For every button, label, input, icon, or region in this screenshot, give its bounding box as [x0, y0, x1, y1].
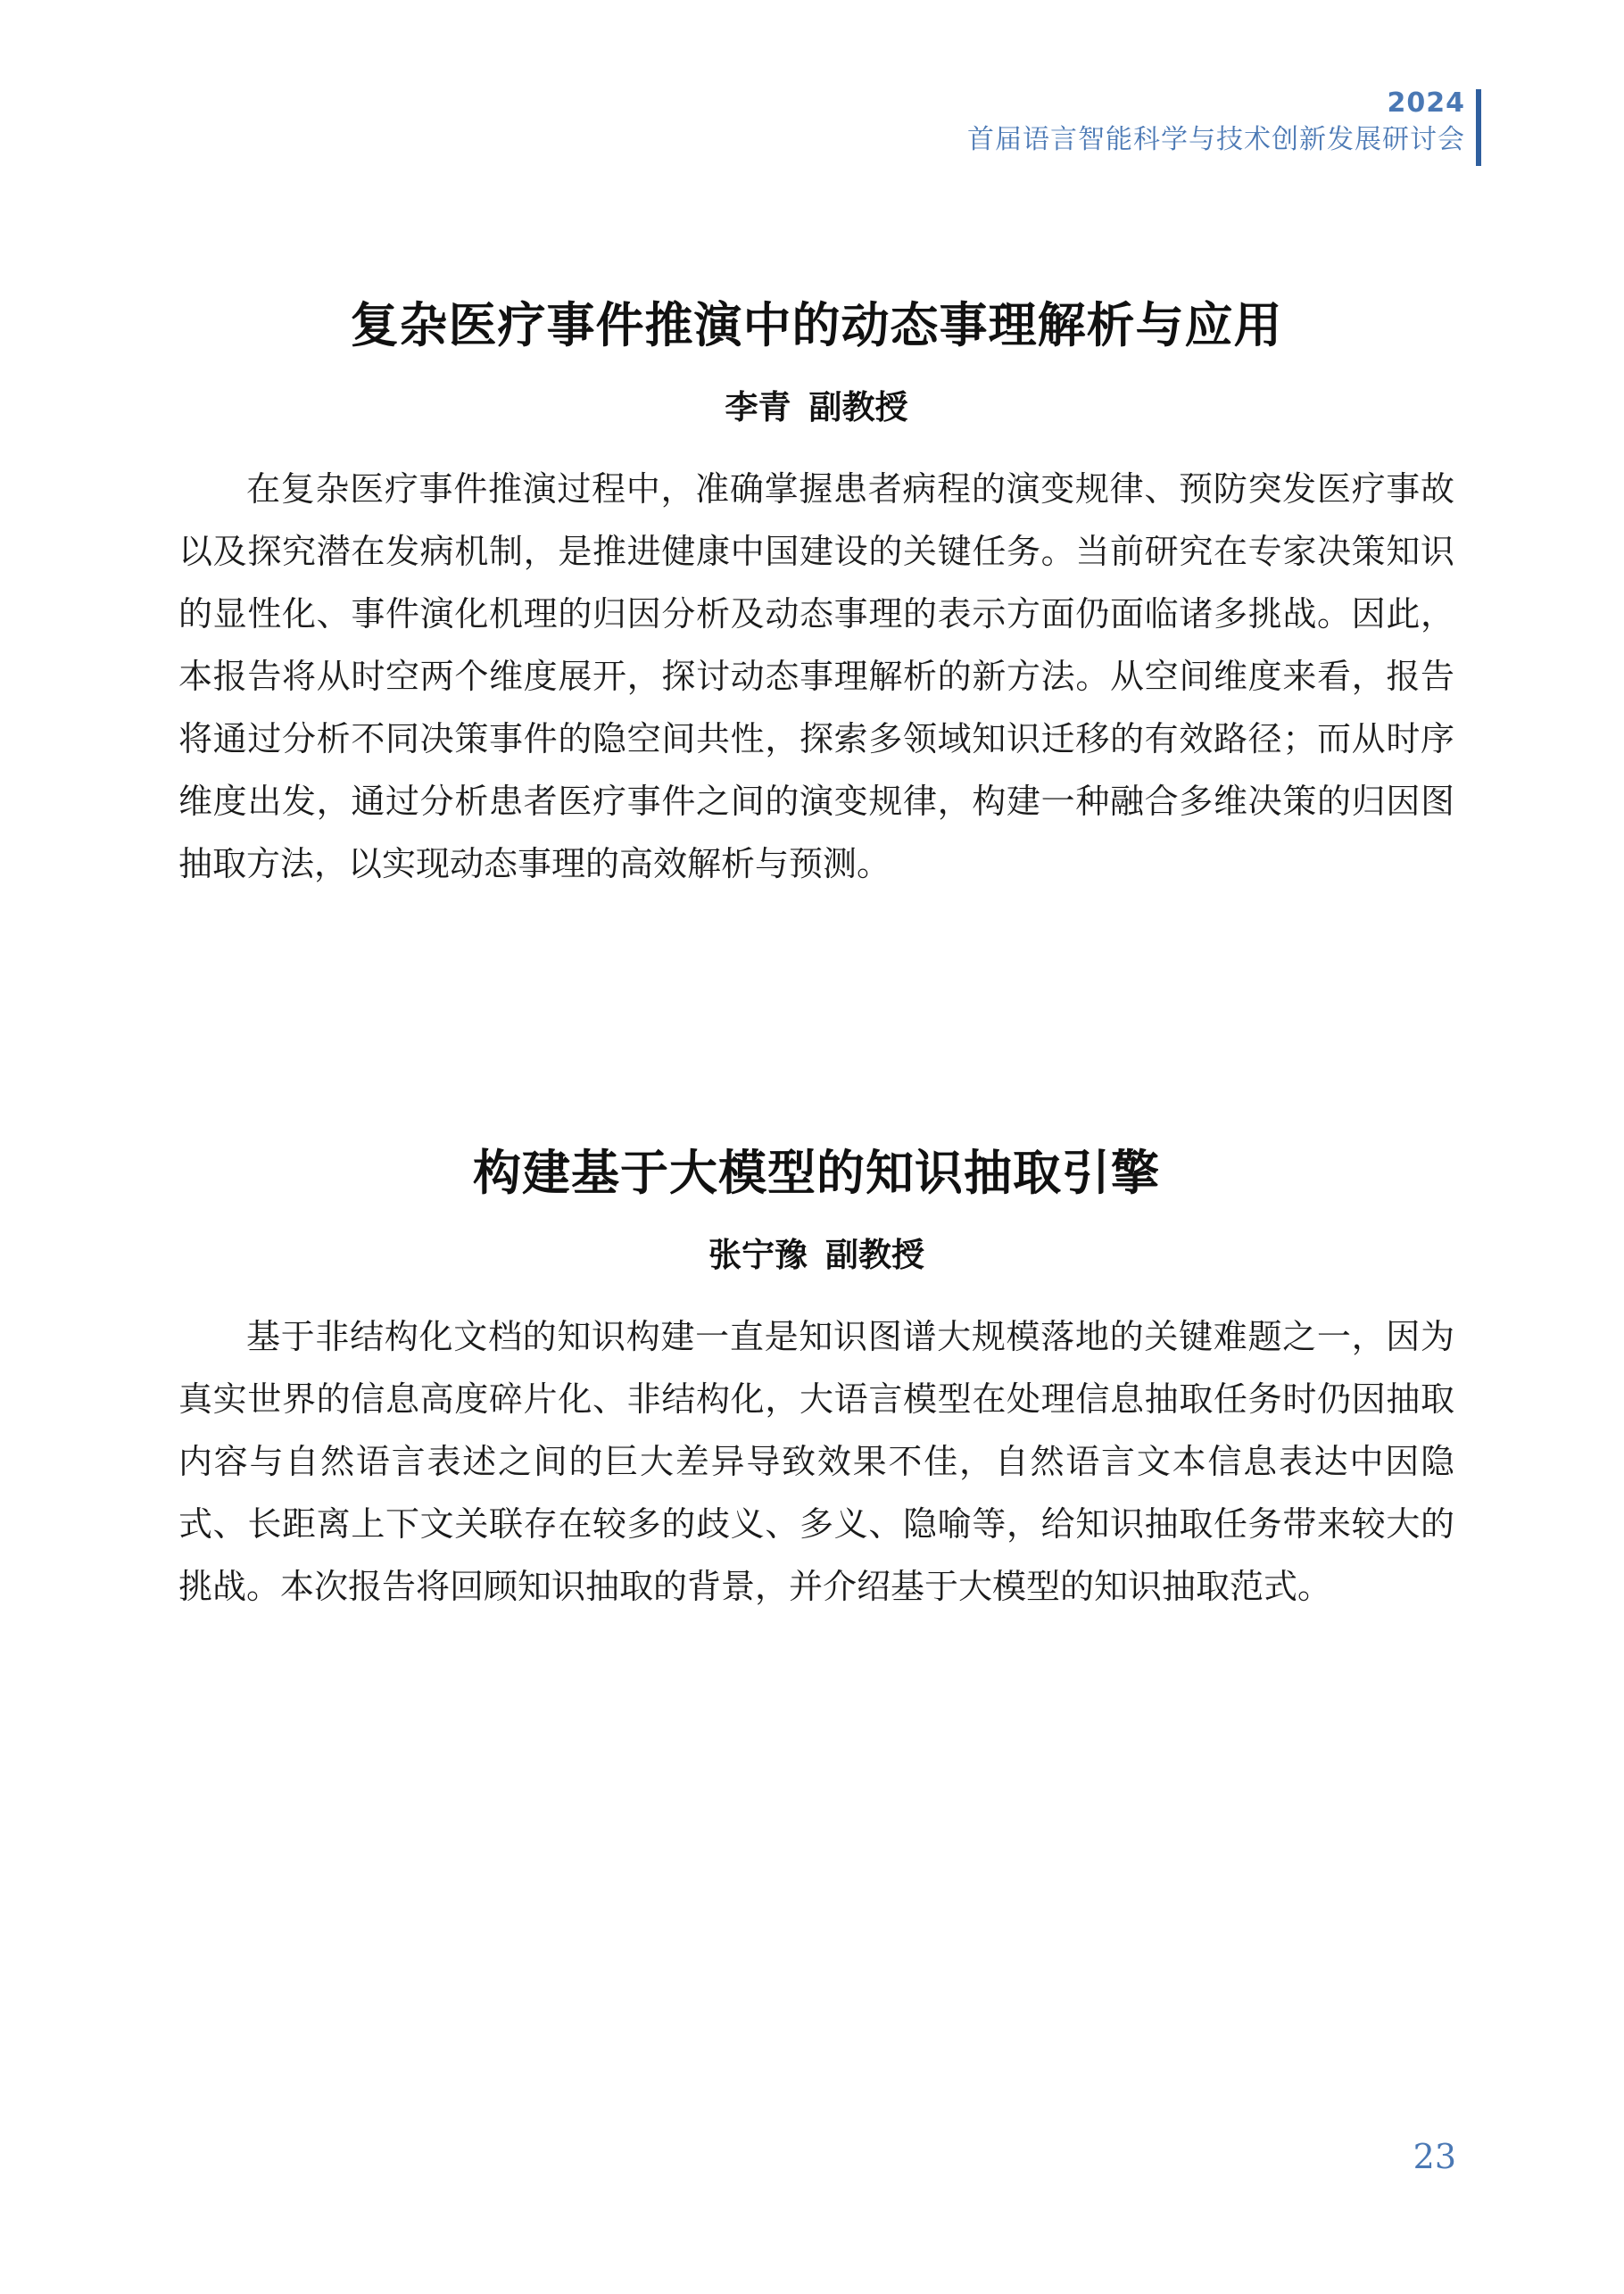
running-header [967, 86, 1465, 159]
author-name: 张宁豫 [708, 1236, 808, 1274]
header-accent-bar [1476, 89, 1481, 166]
talk-abstract: 基于非结构化文档的知识构建一直是知识图谱大规模落地的关键难题之一，因为真实世界的信息高度碎片化、非结构化，大语言模型在处理信息抽取任务时仍因抽取内容与自然语言表述之间的巨大差异导致效果不佳，自然语言文本信息表达中因隐式、长距离上下文关联存在较多的歧义、多义、隐喻等，给知识抽取任务带来较大的挑战。本次报告将回顾知识抽取的背景，并介绍基于大模型的知识抽取范式。 [178, 1317, 1454, 1606]
talk-author [178, 381, 1454, 435]
talk-title: 复杂医疗事件推演中的动态事理解析与应用 [350, 297, 1283, 353]
page-number: 23 [1413, 2137, 1456, 2176]
header-conference-name: 首届语言智能科学与技术创新发展研讨会 [967, 124, 1465, 155]
talk-title: 构建基于大模型的知识抽取引擎 [473, 1145, 1160, 1201]
talk-section-2 [178, 1138, 1454, 1652]
author-title: 副教授 [808, 388, 908, 427]
talk-abstract: 在复杂医疗事件推演过程中，准确掌握患者病程的演变规律、预防突发医疗事故以及探究潜在发病机制，是推进健康中国建设的关键任务。当前研究在专家决策知识的显性化、事件演化机理的归因分析及动态事理的表示方面仍面临诸多挑战。因此，本报告将从时空两个维度展开，探讨动态事理解析的新方法。从空间维度来看，报告将通过分析不同决策事件的隐空间共性，探索多领域知识迁移的有效路径；而从时序维度出发，通过分析患者医疗事件之间的演变规律，构建一种融合多维决策的归因图抽取方法，以实现动态事理的高效解析与预测。 [178, 469, 1454, 883]
header-year: 2024 [1387, 87, 1465, 119]
author-name: 李青 [725, 388, 791, 427]
talk-section-1 [178, 290, 1454, 929]
talk-author [178, 1229, 1454, 1282]
author-title: 副教授 [825, 1236, 924, 1274]
